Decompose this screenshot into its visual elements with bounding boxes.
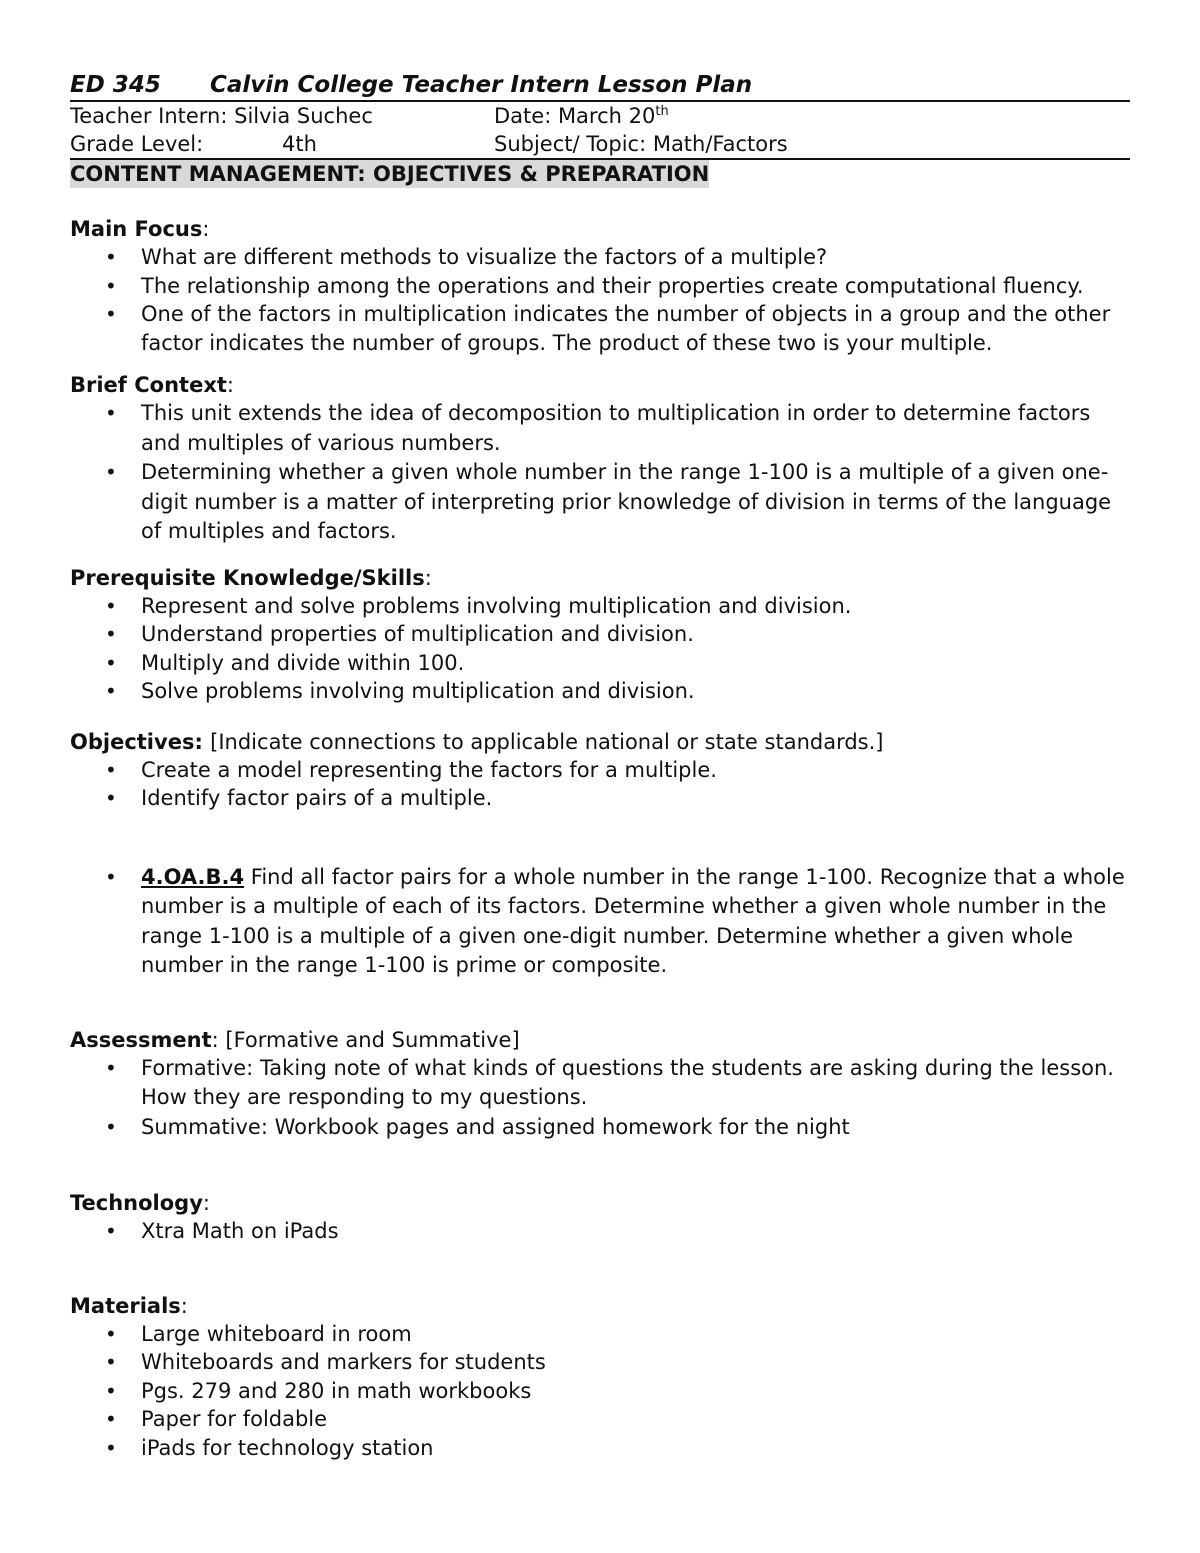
list-item: • Determining whether a given whole number in the range 1-100 is a multiple of a given one-digit number is a matter of interpreting prior knowledge of division in terms of the language of multiples and factors.	[141, 458, 1130, 547]
section-heading: Objectives: [Indicate connections to applicable national or state standards.]	[70, 729, 884, 754]
list-item: • Represent and solve problems involving multiplication and division.	[141, 592, 1130, 621]
objectives-section	[70, 728, 1130, 981]
technology-list	[70, 1217, 1130, 1246]
info-row-teacher	[70, 102, 1130, 130]
technology-section	[70, 1189, 1130, 1246]
section-heading: Main Focus:	[70, 217, 210, 241]
prerequisite-list	[70, 592, 1130, 706]
brief-context-list	[70, 399, 1130, 547]
list-item: • Understand properties of multiplication and division.	[141, 620, 1130, 649]
list-item: • Identify factor pairs of a multiple.	[141, 784, 1130, 813]
content-management-banner: CONTENT MANAGEMENT: OBJECTIVES & PREPARATION	[70, 162, 710, 186]
materials-section	[70, 1292, 1130, 1463]
list-item: • What are different methods to visualize the factors of a multiple?	[141, 243, 1130, 272]
standard-item	[141, 863, 1130, 981]
list-item: • This unit extends the idea of decomposition to multiplication in order to determine factors and multiples of various numbers.	[141, 399, 1130, 458]
title-text: Calvin College Teacher Intern Lesson Plan	[210, 72, 753, 98]
list-item: • iPads for technology station	[141, 1434, 1130, 1463]
assessment-list	[70, 1054, 1130, 1142]
course-code: ED 345	[70, 72, 161, 98]
list-item: • Xtra Math on iPads	[141, 1217, 1130, 1246]
list-item: • Solve problems involving multiplication and division.	[141, 677, 1130, 706]
assessment-section	[70, 1026, 1130, 1142]
list-item: • Whiteboards and markers for students	[141, 1348, 1130, 1377]
objectives-note: [Indicate connections to applicable national or state standards.]	[210, 729, 884, 754]
content-management-banner-row	[70, 160, 1130, 188]
objectives-list	[70, 756, 1130, 813]
list-item: • Paper for foldable	[141, 1405, 1130, 1434]
document-title	[70, 70, 1130, 102]
standard-code: 4.OA.B.4	[141, 864, 245, 889]
list-item: • One of the factors in multiplication indicates the number of objects in a group and the other factor indicates the number of groups. The product of these two is your multiple.	[141, 300, 1130, 357]
standards-list	[70, 863, 1130, 981]
teacher-intern: Teacher Intern: Silvia Suchec	[70, 104, 373, 128]
list-item: • The relationship among the operations and their properties create computational fluency.	[141, 272, 1130, 301]
materials-list	[70, 1320, 1130, 1463]
brief-context-section	[70, 371, 1130, 547]
date-suffix: th	[655, 104, 669, 119]
section-heading: Materials:	[70, 1293, 188, 1318]
list-item: • Formative: Taking note of what kinds of questions the students are asking during the lesson. How they are responding to my questions.	[141, 1054, 1130, 1113]
section-heading: Brief Context:	[70, 373, 234, 397]
info-row-grade	[70, 130, 1130, 160]
section-heading: Technology:	[70, 1191, 210, 1215]
main-focus-section	[70, 215, 1130, 357]
list-item: • Large whiteboard in room	[141, 1320, 1130, 1349]
section-heading: Assessment: [Formative and Summative]	[70, 1027, 520, 1052]
grade-label: Grade Level:	[70, 132, 204, 156]
main-focus-list	[70, 243, 1130, 357]
list-item: • Summative: Workbook pages and assigned homework for the night	[141, 1113, 1130, 1142]
lesson-plan-page	[70, 70, 1130, 1462]
subject-topic: Subject/ Topic: Math/Factors	[494, 132, 788, 156]
grade-value: 4th	[282, 132, 317, 156]
prerequisite-section	[70, 564, 1130, 706]
standard-text: Find all factor pairs for a whole number in the range 1-100. Recognize that a whole number is a multiple of each of its factors. Determine whether a given whole number in the range 1-100 is a multiple of a given one-digit number. Determine whether a given whole number in the range 1-100 is prime or composite.	[141, 864, 1125, 977]
section-heading: Prerequisite Knowledge/Skills:	[70, 565, 432, 590]
lesson-date: Date: March 20th	[494, 104, 669, 128]
list-item: • Create a model representing the factors for a multiple.	[141, 756, 1130, 785]
list-item: • Pgs. 279 and 280 in math workbooks	[141, 1377, 1130, 1406]
assessment-note: [Formative and Summative]	[225, 1027, 520, 1052]
list-item: • Multiply and divide within 100.	[141, 649, 1130, 678]
